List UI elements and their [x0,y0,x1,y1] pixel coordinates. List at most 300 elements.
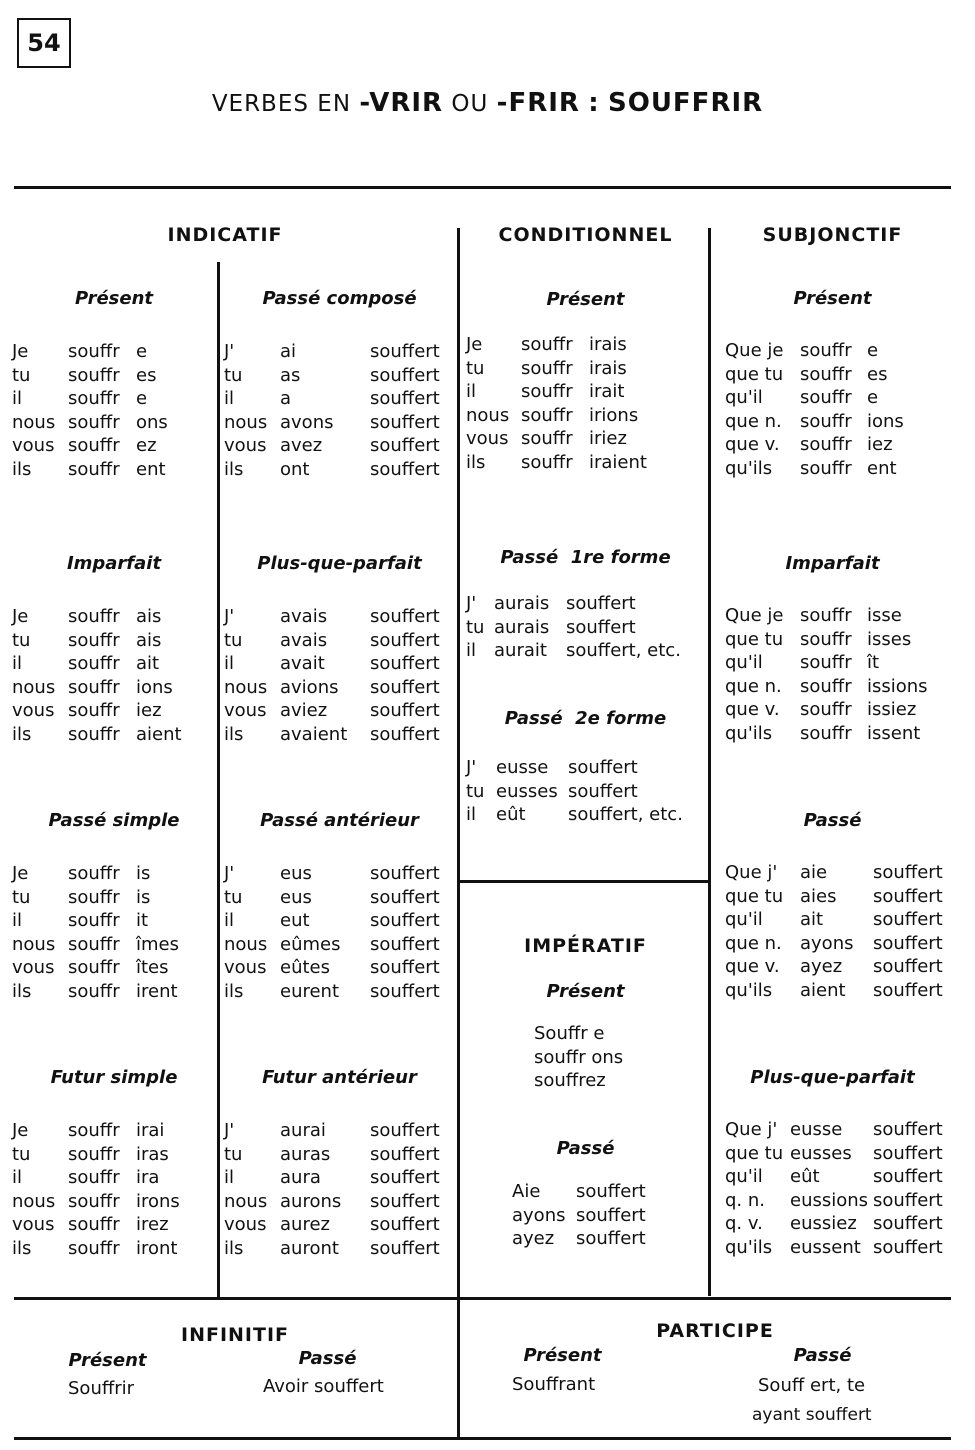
subj-present-row [725,433,955,457]
subjonctif-imparfait-conjugation [725,604,955,745]
ind-simple-pronoun: ils [12,1237,32,1259]
ind-simple-ending: îmes [136,933,179,955]
subj-present-ending: ions [867,410,904,432]
subj-imparfait-ending: issent [867,722,921,744]
cond-passe2-stem: eût [496,804,526,825]
ind-compound-stem: as [280,364,301,386]
cond-present-pronoun: ils [466,451,486,473]
ind-simple-ending: iras [136,1143,169,1165]
ind-simple-row [12,605,212,629]
ind-compound-stem: ont [280,458,310,480]
ind-compound-row [224,652,454,676]
ind-simple-pronoun: il [12,653,23,674]
subj-imparfait-stem: souffr [800,675,852,697]
ind-compound-row [224,629,454,653]
ind-simple-stem: souffr [68,629,120,651]
ind-compound-stem: eut [280,910,310,931]
imperatif-passe-row [512,1204,702,1228]
ind-simple-stem: souffr [68,653,120,674]
subj-pqp-ending: souffert [873,1236,943,1258]
ind-compound-pronoun: J' [224,863,235,884]
subj-pqp-stem: eussent [790,1236,861,1258]
ind-compound-pronoun: nous [224,411,268,433]
subj-pqp-pronoun: q. n. [725,1189,765,1211]
subj-imparfait-ending: ît [867,652,880,673]
tense-imperatif-passe: Passé [556,1138,615,1159]
ind-simple-ending: irai [136,1120,165,1141]
subj-passe-pronoun: que n. [725,932,782,954]
subj-passe-ending: souffert [873,956,943,977]
title-colon: : [588,88,600,118]
ind-simple-pronoun: Je [12,606,29,627]
passe1-ordinal: 1re [570,547,605,568]
subj-present-stem: souffr [800,410,852,432]
ind-simple-stem: souffr [68,723,120,745]
page-number: 54 [17,18,71,68]
ind-simple-pronoun: nous [12,411,56,433]
imperatif-auxiliary: Aie [512,1181,541,1202]
cond-passe1-ending: souffert [566,616,636,638]
subj-imparfait-row [725,698,955,722]
ind-compound-pronoun: il [224,653,235,674]
subj-passe-pronoun: Que j' [725,862,778,883]
passe2-suffix: forme [606,708,667,729]
ind-simple-pronoun: il [12,910,23,931]
subj-present-ending: iez [867,434,893,455]
tense-indicatif-compound-0: Passé composé [262,288,417,309]
subj-pqp-row [725,1236,955,1260]
subj-present-row [725,457,955,481]
heading-subjonctif: SUBJONCTIF [762,224,903,246]
ind-simple-pronoun: il [12,1167,23,1188]
ind-compound-stem: eûtes [280,957,330,978]
subj-passe-stem: aient [800,979,846,1001]
subj-imparfait-pronoun: que n. [725,675,782,697]
infinitif-present-label: Présent [68,1350,147,1371]
subj-pqp-stem: eût [790,1166,820,1187]
tense-subjonctif-imparfait: Imparfait [785,553,880,574]
ind-simple-pronoun: tu [12,364,31,386]
subj-pqp-pronoun: que tu [725,1142,784,1164]
subjonctif-passe-conjugation [725,861,955,1002]
ind-simple-row [12,699,212,723]
ind-compound-pronoun: vous [224,435,267,456]
cond-passe2-ending: souffert, etc. [568,804,683,825]
heading-participe: PARTICIPE [656,1320,774,1342]
ind-compound-ending: souffert [370,676,440,698]
ind-simple-row [12,862,212,886]
subj-present-pronoun: Que je [725,340,784,361]
passe1-suffix: forme [610,547,671,568]
ind-compound-ending: souffert [370,341,440,362]
cond-present-stem: souffr [521,357,573,379]
ind-compound-ending: souffert [370,1190,440,1212]
subj-present-row [725,339,955,363]
imperatif-present-row: souffrez [534,1070,606,1091]
ind-compound-stem: avons [280,411,334,433]
subj-pqp-stem: eussions [790,1189,869,1211]
tense-conditionnel-present: Présent [546,289,625,310]
subj-present-ending: e [867,340,879,361]
tense-subjonctif-present: Présent [793,288,872,309]
ind-simple-row [12,1213,212,1237]
subj-present-pronoun: que n. [725,410,782,432]
imperatif-passe-conjugation [512,1180,702,1251]
ind-simple-stem: souffr [68,1120,120,1141]
ind-simple-pronoun: Je [12,863,29,884]
ind-simple-stem: souffr [68,1167,120,1188]
cond-passe2-row [466,803,706,827]
ind-compound-ending: souffert [370,863,440,884]
ind-simple-row [12,411,212,435]
ind-simple-row [12,956,212,980]
ind-simple-stem: souffr [68,933,120,955]
divider-indicatif-conditionnel [457,228,460,1440]
ind-compound-stem: aura [280,1167,321,1188]
ind-simple-stem: souffr [68,886,120,908]
imperatif-participle: souffert [576,1228,646,1249]
ind-simple-pronoun: nous [12,933,56,955]
subj-passe-pronoun: qu'ils [725,979,773,1001]
subj-present-stem: souffr [800,434,852,455]
ind-simple-row [12,980,212,1004]
ind-compound-ending: souffert [370,364,440,386]
ind-simple-stem: souffr [68,700,120,721]
ind-simple-ending: irent [136,980,178,1002]
ind-simple-ending: îtes [136,957,169,978]
ind-compound-ending: souffert [370,606,440,627]
subj-present-stem: souffr [800,387,852,408]
cond-passe1-row [466,616,706,640]
ind-simple-row [12,1119,212,1143]
subj-imparfait-row [725,628,955,652]
tense-conditionnel-passe-1 [463,547,708,568]
subj-pqp-ending: souffert [873,1142,943,1164]
ind-simple-row [12,1166,212,1190]
heading-infinitif: INFINITIF [181,1324,289,1346]
ind-simple-pronoun: ils [12,723,32,745]
imperatif-auxiliary: ayez [512,1228,555,1249]
ind-compound-ending: souffert [370,1167,440,1188]
ind-simple-ending: ais [136,629,162,651]
cond-passe1-ending: souffert, etc. [566,640,681,661]
ind-compound-row [224,980,454,1004]
ind-compound-ending: souffert [370,886,440,908]
subj-passe-pronoun: qu'il [725,909,763,930]
subj-imparfait-ending: isses [867,628,912,650]
ind-simple-row [12,387,212,411]
passe1-label: Passé [500,547,559,568]
ind-compound-pronoun: vous [224,1214,267,1235]
ind-simple-stem: souffr [68,1214,120,1235]
subj-pqp-row [725,1142,955,1166]
tense-subjonctif-pqp: Plus-que-parfait [750,1067,915,1088]
cond-present-ending: iriez [589,428,627,449]
ind-simple-pronoun: Je [12,1120,29,1141]
subj-passe-stem: ayons [800,932,854,954]
indicatif-compound-conjugation [224,1119,454,1260]
cond-present-ending: irions [589,404,639,426]
ind-compound-row [224,933,454,957]
ind-simple-row [12,886,212,910]
imperatif-auxiliary: ayons [512,1204,566,1226]
subj-present-stem: souffr [800,363,852,385]
ind-simple-ending: aient [136,723,182,745]
ind-simple-ending: ons [136,411,168,433]
ind-simple-stem: souffr [68,341,120,362]
subj-passe-pronoun: que v. [725,956,780,977]
tense-indicatif-compound-1: Plus-que-parfait [257,553,422,574]
indicatif-simple-conjugation [12,1119,212,1260]
imperatif-present-row: Souffr e [534,1023,605,1044]
ind-simple-row [12,652,212,676]
imperatif-present-conjugation [534,1022,704,1093]
ind-compound-stem: eurent [280,980,340,1002]
ind-simple-pronoun: vous [12,957,55,978]
participe-passe-value: Souff ert, te [758,1375,866,1396]
cond-passe1-stem: aurais [494,593,550,614]
tense-indicatif-2: Passé simple [48,810,180,831]
subj-imparfait-pronoun: que tu [725,628,784,650]
ind-simple-row [12,629,212,653]
subj-passe-stem: aies [800,885,837,907]
ind-compound-ending: souffert [370,653,440,674]
ind-simple-stem: souffr [68,435,120,456]
page-title [0,88,975,118]
ind-compound-ending: souffert [370,1214,440,1235]
ind-compound-row [224,387,454,411]
ind-compound-stem: auras [280,1143,331,1165]
ind-compound-pronoun: ils [224,723,244,745]
heading-imperatif: IMPÉRATIF [524,935,647,957]
ind-simple-pronoun: nous [12,676,56,698]
subj-present-ending: e [867,387,879,408]
subj-passe-row [725,885,955,909]
top-rule [14,186,951,189]
cond-passe1-pronoun: il [466,640,477,661]
conditionnel-passe1-conjugation [466,592,706,663]
ind-compound-stem: eûmes [280,933,341,955]
ind-compound-pronoun: nous [224,933,268,955]
subj-passe-row [725,932,955,956]
ind-simple-stem: souffr [68,980,120,1002]
subj-pqp-stem: eusse [790,1119,843,1140]
ind-simple-row [12,909,212,933]
subj-present-stem: souffr [800,340,852,361]
ind-simple-ending: ions [136,676,173,698]
ind-compound-row [224,434,454,458]
ind-compound-pronoun: il [224,910,235,931]
imperatif-participle: souffert [576,1181,646,1202]
ind-compound-row [224,1119,454,1143]
ind-compound-stem: aurez [280,1214,330,1235]
ind-simple-stem: souffr [68,863,120,884]
subj-passe-ending: souffert [873,862,943,883]
ind-simple-stem: souffr [68,910,120,931]
subj-present-pronoun: que v. [725,434,780,455]
ind-compound-pronoun: nous [224,1190,268,1212]
ind-simple-stem: souffr [68,606,120,627]
passe2-ordinal: 2e [575,708,600,729]
subj-pqp-pronoun: qu'il [725,1166,763,1187]
ind-compound-stem: auront [280,1237,339,1259]
ind-simple-row [12,1190,212,1214]
title-ending-vrir: -VRIR [359,88,444,118]
ind-compound-row [224,1143,454,1167]
heading-indicatif: INDICATIF [167,224,283,246]
ind-compound-row [224,1166,454,1190]
subj-passe-row [725,861,955,885]
ind-compound-stem: aurai [280,1120,326,1141]
subj-imparfait-row [725,604,955,628]
subj-present-row [725,386,955,410]
subj-imparfait-row [725,651,955,675]
subj-passe-stem: ayez [800,956,843,977]
ind-simple-stem: souffr [68,676,120,698]
title-prefix: VERBES EN [211,91,352,117]
ind-compound-ending: souffert [370,1143,440,1165]
ind-compound-ending: souffert [370,1120,440,1141]
cond-present-row [466,427,706,451]
cond-passe2-stem: eusses [496,780,558,802]
ind-compound-stem: avais [280,606,328,627]
subj-passe-ending: souffert [873,932,943,954]
ind-simple-stem: souffr [68,957,120,978]
subj-pqp-ending: souffert [873,1189,943,1211]
ind-compound-row [224,411,454,435]
subj-present-pronoun: que tu [725,363,784,385]
participe-present-value: Souffrant [512,1374,596,1395]
subj-imparfait-stem: souffr [800,652,852,673]
ind-simple-ending: irez [136,1214,169,1235]
cond-present-row [466,380,706,404]
ind-compound-pronoun: J' [224,341,235,362]
cond-present-stem: souffr [521,428,573,449]
ind-compound-pronoun: tu [224,886,243,908]
cond-present-stem: souffr [521,451,573,473]
ind-compound-ending: souffert [370,629,440,651]
cond-present-row [466,404,706,428]
tense-subjonctif-passe: Passé [803,810,862,831]
cond-passe2-ending: souffert [568,757,638,778]
ind-simple-ending: irons [136,1190,180,1212]
title-middle: OU [451,91,489,117]
ind-compound-row [224,340,454,364]
cond-present-row [466,357,706,381]
ind-compound-stem: aviez [280,700,328,721]
ind-compound-row [224,1237,454,1261]
participe-passe-label: Passé [793,1345,852,1366]
subj-passe-stem: ait [800,909,824,930]
ind-compound-stem: avais [280,629,328,651]
cond-present-ending: iraient [589,451,647,473]
ind-compound-stem: ai [280,341,297,362]
cond-present-stem: souffr [521,334,573,355]
ind-simple-stem: souffr [68,388,120,409]
ind-compound-row [224,364,454,388]
ind-simple-pronoun: vous [12,435,55,456]
subj-imparfait-ending: issions [867,675,928,697]
ind-compound-row [224,909,454,933]
ind-compound-ending: souffert [370,933,440,955]
ind-compound-pronoun: ils [224,1237,244,1259]
tense-indicatif-compound-3: Futur antérieur [262,1067,417,1088]
subj-imparfait-row [725,675,955,699]
ind-simple-ending: iront [136,1237,178,1259]
ind-simple-pronoun: tu [12,1143,31,1165]
cond-present-pronoun: Je [466,334,483,355]
ind-simple-pronoun: ils [12,458,32,480]
ind-simple-stem: souffr [68,1237,120,1259]
subj-imparfait-ending: issiez [867,699,917,720]
cond-passe2-stem: eusse [496,757,549,778]
ind-compound-stem: avaient [280,723,348,745]
cond-present-stem: souffr [521,381,573,402]
cond-present-ending: irais [589,334,627,355]
ind-compound-row [224,1190,454,1214]
ind-simple-ending: is [136,886,151,908]
ind-simple-row [12,676,212,700]
subj-imparfait-row [725,722,955,746]
ind-simple-ending: ira [136,1167,160,1188]
ind-compound-ending: souffert [370,910,440,931]
ind-compound-stem: avait [280,653,325,674]
cond-present-row [466,333,706,357]
ind-compound-pronoun: J' [224,606,235,627]
subj-pqp-ending: souffert [873,1119,943,1140]
infinitif-passe-value: Avoir souffert [263,1376,384,1397]
subjonctif-present-conjugation [725,339,955,480]
tense-indicatif-1: Imparfait [66,553,162,574]
subj-pqp-row [725,1212,955,1236]
ind-simple-stem: souffr [68,1190,120,1212]
ind-simple-stem: souffr [68,364,120,386]
ind-compound-ending: souffert [370,1237,440,1259]
subj-passe-ending: souffert [873,909,943,930]
ind-simple-stem: souffr [68,411,120,433]
subj-pqp-ending: souffert [873,1166,943,1187]
cond-passe2-pronoun: J' [466,757,477,778]
cond-passe1-pronoun: tu [466,616,485,638]
ind-compound-pronoun: il [224,1167,235,1188]
subj-imparfait-stem: souffr [800,699,852,720]
ind-simple-ending: e [136,341,148,362]
tense-indicatif-compound-2: Passé antérieur [260,810,419,831]
ind-simple-pronoun: tu [12,629,31,651]
ind-compound-ending: souffert [370,957,440,978]
cond-present-ending: irais [589,357,627,379]
subj-imparfait-ending: isse [867,605,902,626]
cond-passe1-pronoun: J' [466,593,477,614]
ind-simple-row [12,458,212,482]
ind-simple-stem: souffr [68,1143,120,1165]
subj-pqp-row [725,1165,955,1189]
subj-pqp-stem: eussiez [790,1213,857,1234]
subj-pqp-stem: eusses [790,1142,852,1164]
subj-present-row [725,363,955,387]
ind-compound-pronoun: tu [224,629,243,651]
subj-passe-stem: aie [800,862,828,883]
ind-compound-stem: avions [280,676,339,698]
indicatif-compound-conjugation [224,605,454,746]
cond-present-row [466,451,706,475]
cond-present-stem: souffr [521,404,573,426]
ind-compound-row [224,605,454,629]
ind-compound-pronoun: tu [224,364,243,386]
ind-compound-pronoun: il [224,388,235,409]
subj-imparfait-pronoun: que v. [725,699,780,720]
ind-simple-ending: e [136,388,148,409]
